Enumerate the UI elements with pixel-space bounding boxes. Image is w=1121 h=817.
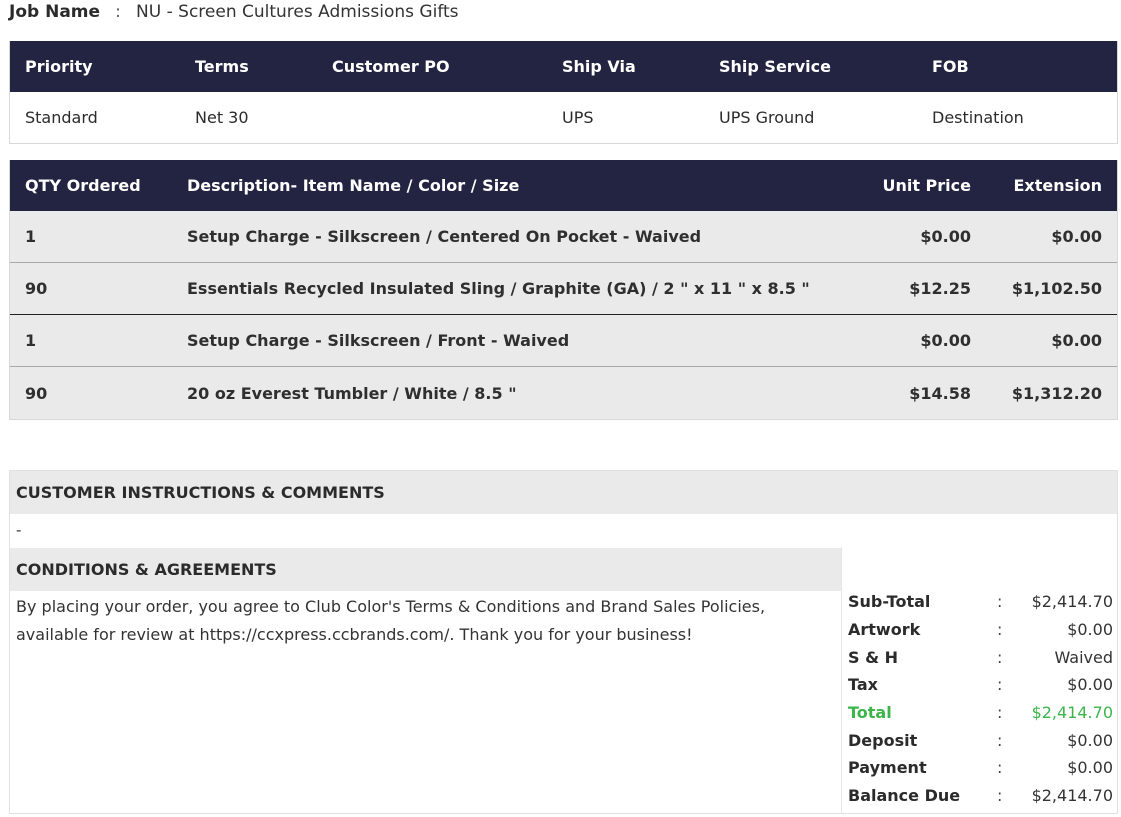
header-extension: Extension [1013,176,1102,195]
totals-separator: : [997,731,1003,750]
instructions-text: - [16,521,22,539]
header-priority: Priority [25,57,93,76]
totals-separator: : [997,786,1003,805]
header-qty-ordered: QTY Ordered [25,176,141,195]
order-info-row [10,92,1117,143]
totals-row-tax [842,671,1119,699]
totals-panel [841,547,1119,813]
totals-value: $2,414.70 [1031,786,1113,805]
header-customer-po: Customer PO [332,57,450,76]
totals-value: $0.00 [1067,758,1113,777]
value-terms: Net 30 [195,108,249,127]
job-name-line [9,0,459,24]
header-ship-via: Ship Via [562,57,636,76]
item-description: 20 oz Everest Tumbler / White / 8.5 " [187,383,517,403]
totals-label: Deposit [848,731,918,750]
totals-separator: : [997,703,1003,722]
job-name-label: Job Name [9,2,101,22]
totals-label: Total [848,703,892,722]
totals-label: Artwork [848,620,921,639]
header-fob: FOB [932,57,969,76]
header-unit-price: Unit Price [882,176,971,195]
totals-row-total [842,699,1119,727]
item-extension: $0.00 [1051,227,1102,246]
conditions-title: CONDITIONS & AGREEMENTS [10,548,841,591]
totals-row-shipping [842,644,1119,672]
totals-row-payment [842,754,1119,782]
totals-row-deposit [842,727,1119,755]
line-items-header [10,160,1117,211]
totals-separator: : [997,592,1003,611]
item-extension: $1,102.50 [1011,279,1102,298]
totals-label: Sub-Total [848,592,931,611]
item-qty: 1 [25,331,37,350]
job-name-separator: : [115,2,121,22]
line-items-table [9,160,1118,420]
header-description: Description- Item Name / Color / Size [187,176,520,195]
table-row [10,315,1117,367]
item-qty: 90 [25,383,48,403]
totals-value: $0.00 [1067,731,1113,750]
item-unit-price: $0.00 [920,227,971,246]
item-qty: 90 [25,279,48,298]
table-row [10,263,1117,315]
item-unit-price: $0.00 [920,331,971,350]
totals-value: $2,414.70 [1031,592,1113,611]
totals-value: $2,414.70 [1031,703,1113,722]
value-fob: Destination [932,108,1024,127]
value-ship-via: UPS [562,108,594,127]
totals-value: $0.00 [1067,675,1113,694]
totals-value: Waived [1054,648,1113,667]
job-name-value: NU - Screen Cultures Admissions Gifts [136,2,459,22]
item-extension: $1,312.20 [1011,383,1102,403]
totals-value: $0.00 [1067,620,1113,639]
header-ship-service: Ship Service [719,57,831,76]
item-qty: 1 [25,227,37,246]
item-description: Setup Charge - Silkscreen / Centered On Pocket - Waived [187,227,702,246]
instructions-title: CUSTOMER INSTRUCTIONS & COMMENTS [10,471,1117,514]
totals-separator: : [997,758,1003,777]
table-row [10,211,1117,263]
value-priority: Standard [25,108,98,127]
totals-label: Balance Due [848,786,961,805]
item-extension: $0.00 [1051,331,1102,350]
notes-and-totals-section [9,470,1118,814]
totals-row-balance-due [842,782,1119,810]
conditions-text: By placing your order, you agree to Club Color's Terms & Conditions and Brand Sales Policies, available for review at https://ccxpress.ccbrands.com/. Thank you for your business! [16,597,766,644]
totals-label: Tax [848,675,878,694]
item-unit-price: $12.25 [909,279,971,298]
item-description: Essentials Recycled Insulated Sling / Graphite (GA) / 2 " x 11 " x 8.5 " [187,279,810,298]
totals-row-subtotal [842,588,1119,616]
totals-row-artwork [842,616,1119,644]
totals-separator: : [997,620,1003,639]
item-description: Setup Charge - Silkscreen / Front - Waived [187,331,570,350]
header-terms: Terms [195,57,249,76]
order-info-header [10,41,1117,92]
totals-separator: : [997,675,1003,694]
totals-label: Payment [848,758,927,777]
totals-separator: : [997,648,1003,667]
order-info-table [9,41,1118,144]
value-ship-service: UPS Ground [719,108,815,127]
totals-label: S & H [848,648,899,667]
table-row [10,367,1117,419]
item-unit-price: $14.58 [909,383,971,403]
